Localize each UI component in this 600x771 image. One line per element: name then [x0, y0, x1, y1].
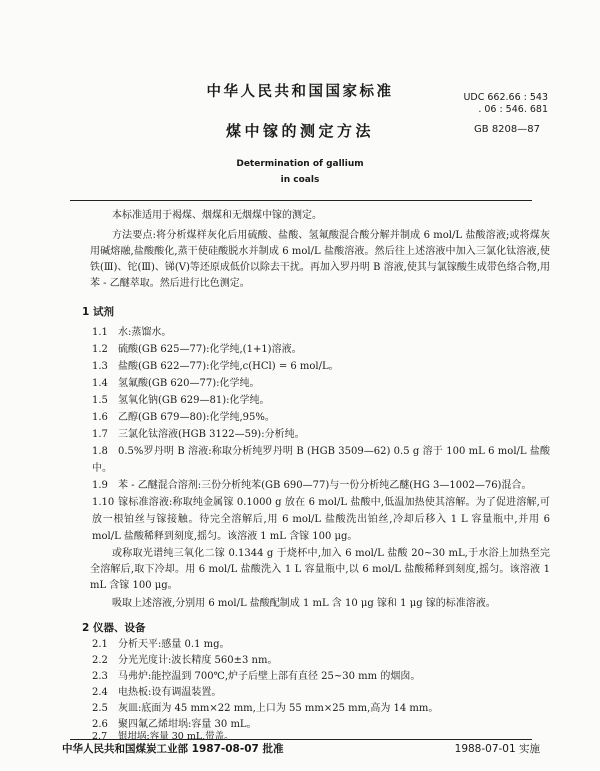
list-item — [92, 375, 550, 392]
item-text: 银坩埚:容量 30 mL,带盖。 — [118, 731, 234, 742]
list-item — [92, 341, 550, 358]
udc-code — [463, 92, 548, 116]
gallium-oxide-paragraph: 或称取光谱纯三氧化二镓 0.1344 g 于烧杯中,加入 6 mol/L 盐酸 20~30 mL,于水浴上加热至完全溶解后,取下冷却。用 6 mol/L 盐酸洗入 1 L 容量瓶中,以 6 mol/L 盐酸稀释到刻度,摇匀。该溶液 1 mL 含镓 100 μg。 — [90, 548, 550, 591]
approval-statement: 中华人民共和国煤炭工业部 1987-08-07 批准 — [62, 743, 284, 755]
item-text: 马弗炉:能控温到 700℃,炉子后壁上部有直径 25~30 mm 的烟囱。 — [118, 671, 421, 682]
english-title-line-1: Determination of gallium — [236, 159, 364, 169]
item-text: 电热板:设有调温装置。 — [118, 687, 222, 698]
item-number: 2.4 — [92, 687, 108, 698]
header-divider — [70, 200, 532, 201]
list-item — [92, 652, 550, 669]
item-text: 灰皿:底面为 45 mm×22 mm,上口为 55 mm×25 mm,高为 14 mm。 — [118, 703, 439, 714]
item-number: 2.1 — [92, 639, 108, 650]
list-item — [92, 409, 550, 426]
list-item — [92, 443, 550, 477]
item-number: 1.7 — [92, 429, 108, 440]
list-item — [92, 358, 550, 375]
item-text: 镓标准溶液:称取纯金属镓 0.1000 g 放在 6 mol/L 盐酸中,低温加热使其溶解。为了促进溶解,可放一根铂丝与镓接触。待完全溶解后,用 6 mol/L 盐酸洗出铂丝,冷却后移入 1 L 容量瓶中,并用 6 mol/L 盐酸稀释到刻度,摇匀。该溶液 1 mL 含镓 100 μg。 — [92, 497, 550, 542]
udc-line-1: UDC 662.66 : 543 — [463, 92, 548, 103]
item-number: 1.8 — [92, 446, 108, 457]
item-text: 三氯化钛溶液(HGB 3122—59):分析纯。 — [118, 429, 305, 440]
document-title: 煤中镓的测定方法 — [225, 122, 374, 140]
intro-scope: 本标准适用于褐煤、烟煤和无烟煤中镓的测定。 — [112, 210, 322, 221]
list-item — [92, 426, 550, 443]
item-number: 1.6 — [92, 412, 108, 423]
udc-line-2: . 06 : 546. 681 — [478, 104, 548, 115]
section-2-heading: 2 仪器、设备 — [82, 622, 146, 634]
english-title — [0, 156, 600, 188]
list-item — [92, 700, 550, 717]
intro-method: 方法要点:将分析煤样灰化后用硫酸、盐酸、氢氟酸混合酸分解并制成 6 mol/L 盐酸溶液;或将煤灰用碱熔融,盐酸酸化,蒸干使硅酸脱水并制成 6 mol/L 盐酸溶液。然后往上述溶液中加入三氯化钛溶液,使铁(Ⅲ)、铊(Ⅲ)、锑(Ⅴ)等还原成低价以除去干扰。再加入罗丹明 B 溶液,使其与氯镓酸生成带色络合物,用苯 - 乙醚萃取。然后进行比色测定。 — [90, 230, 550, 289]
english-title-line-2: in coals — [280, 175, 320, 185]
gb-number: GB 8208—87 — [474, 124, 540, 135]
item-number: 2.2 — [92, 655, 108, 666]
item-text: 硫酸(GB 625—77):化学纯,(1+1)溶液。 — [118, 344, 302, 355]
item-text: 分析天平:感量 0.1 mg。 — [118, 639, 230, 650]
item-text: 水:蒸馏水。 — [118, 327, 172, 338]
list-item — [92, 324, 550, 341]
item-text: 分光光度计:波长精度 560±3 nm。 — [118, 655, 278, 666]
item-text: 盐酸(GB 622—77):化学纯,c(HCl) = 6 mol/L。 — [118, 361, 339, 372]
list-item — [92, 477, 550, 494]
list-item — [92, 392, 550, 409]
standard-title: 中华人民共和国国家标准 — [206, 84, 394, 100]
item-number: 1.9 — [92, 480, 108, 491]
item-text: 氢氟酸(GB 620—77):化学纯。 — [118, 378, 260, 389]
item-number: 1.4 — [92, 378, 108, 389]
section-1-heading: 1 试剂 — [82, 306, 114, 318]
item-number: 2.7 — [92, 731, 108, 742]
item-number: 1.3 — [92, 361, 108, 372]
item-text: 氢氧化钠(GB 629—81):化学纯。 — [118, 395, 270, 406]
list-item — [92, 684, 550, 701]
dilution-paragraph: 吸取上述溶液,分别用 6 mol/L 盐酸配制成 1 mL 含 10 μg 镓和 1 μg 镓的标准溶液。 — [112, 598, 496, 609]
item-number: 1.1 — [92, 327, 108, 338]
item-number: 2.5 — [92, 703, 108, 714]
item-text: 苯 - 乙醚混合溶剂:三份分析纯苯(GB 690—77)与一份分析纯乙醚(HG 3—1002—76)混合。 — [118, 480, 532, 491]
footer-divider — [70, 739, 532, 740]
item-number: 1.5 — [92, 395, 108, 406]
item-number: 1.10 — [92, 497, 115, 508]
item-number: 2.6 — [92, 719, 108, 730]
effective-date: 1988-07-01 实施 — [454, 743, 540, 755]
item-number: 2.3 — [92, 671, 108, 682]
list-item — [92, 668, 550, 685]
item-text: 0.5%罗丹明 B 溶液:称取分析纯罗丹明 B (HGB 3509—62) 0.5 g 溶于 100 mL 6 mol/L 盐酸中。 — [92, 446, 550, 474]
list-item — [92, 636, 550, 653]
list-item — [92, 494, 550, 545]
item-number: 1.2 — [92, 344, 108, 355]
item-text: 乙醇(GB 679—80):化学纯,95%。 — [118, 412, 275, 423]
item-text: 聚四氟乙烯坩埚:容量 30 mL。 — [118, 719, 257, 730]
